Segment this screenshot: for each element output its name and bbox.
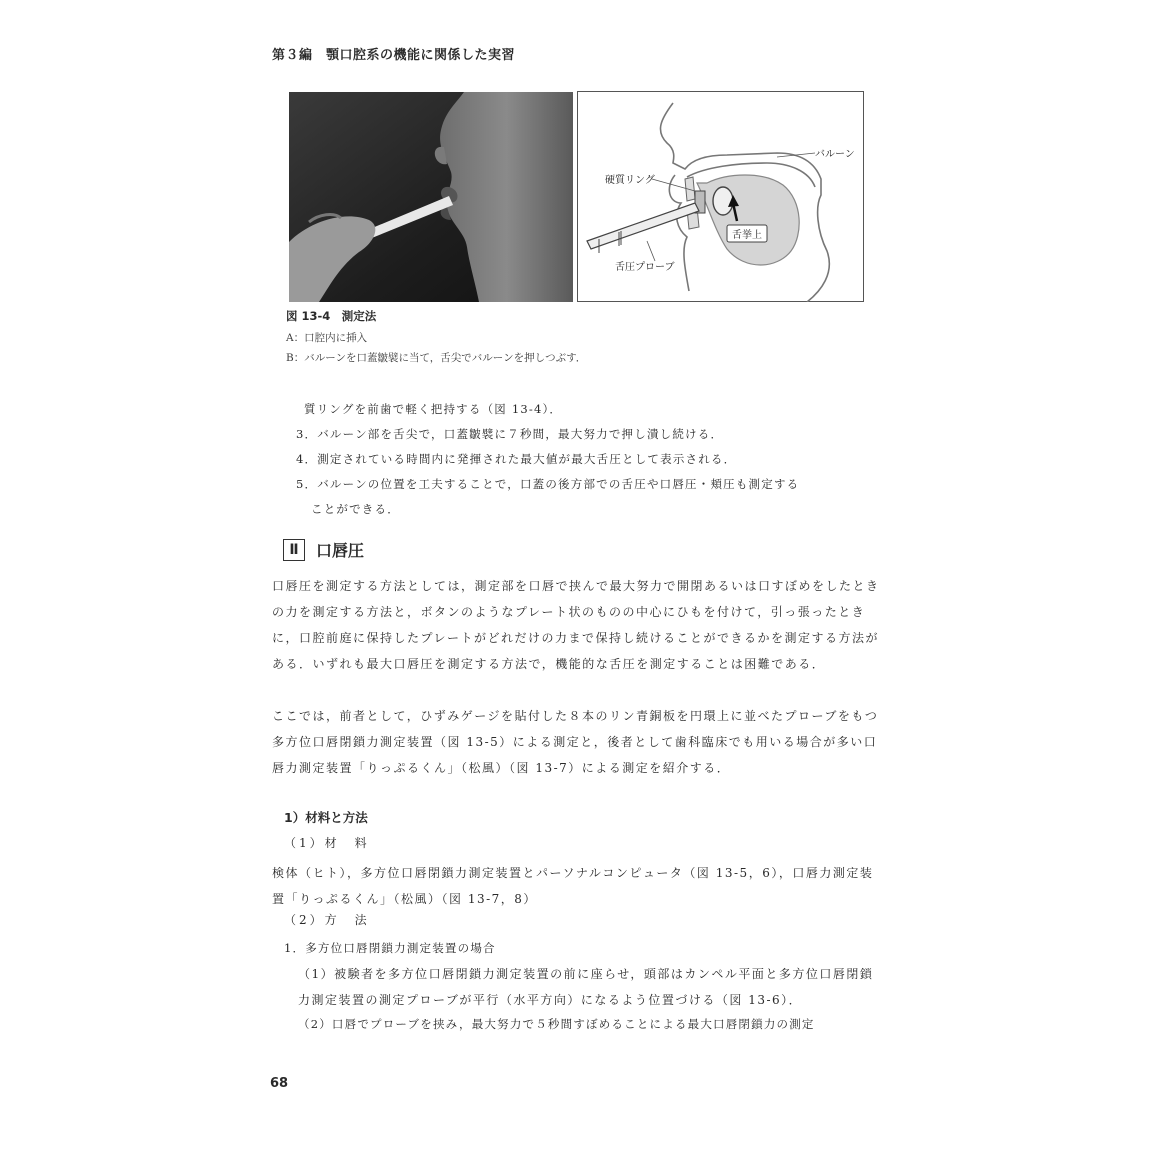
paragraph-1: 口唇圧を測定する方法としては，測定部を口唇で挟んで最大努力で開閉あるいは口すぼめをしたときの力を測定する方法と，ボタンのようなプレート状のものの中心にひもを付けて，引っ張ったときに，口腔前庭に保持したプレートがどれだけの力まで保持し続けることができるかを測定する方法がある．いずれも最大口唇圧を測定する方法で，機能的な舌圧を測定することは困難である． bbox=[272, 579, 880, 671]
label-tongue-up: 舌挙上 bbox=[732, 230, 762, 241]
figure-caption-b: B：バルーンを口蓋皺襞に当て，舌尖でバルーンを押しつぶす． bbox=[286, 352, 587, 364]
oral-cavity-diagram bbox=[577, 91, 864, 302]
label-balloon: バルーン bbox=[815, 149, 855, 160]
method-1-2: （2）口唇でプローブを挟み，最大努力で５秒間すぼめることによる最大口唇閉鎖力の測定 bbox=[298, 1017, 815, 1031]
step-5-continuation: ことができる． bbox=[311, 502, 400, 516]
sub-heading-methods: （2）方 法 bbox=[284, 913, 370, 927]
label-probe: 舌圧プローブ bbox=[615, 262, 675, 273]
materials-text: 検体（ヒト），多方位口唇閉鎖力測定装置とパーソナルコンピュータ（図 13-5，6），口唇力測定装置「りっぷるくん」（松風）（図 13-7，8） bbox=[272, 866, 874, 906]
paragraph-2: ここでは，前者として，ひずみゲージを貼付した８本のリン青銅板を円環上に並べたプローブをもつ多方位口唇閉鎖力測定装置（図 13-5）による測定と，後者として歯科臨床でも用いる場合が多い口唇力測定装置「りっぷるくん」（松風）（図 13-7）による測定を紹介する． bbox=[272, 709, 879, 775]
figure-caption-title: 図 13-4 測定法 bbox=[286, 309, 377, 323]
step-3: 3．バルーン部を舌尖で，口蓋皺襞に７秒間，最大努力で押し潰し続ける． bbox=[296, 427, 724, 441]
method-1: 1．多方位口唇閉鎖力測定装置の場合 bbox=[284, 941, 496, 955]
section-heading bbox=[283, 538, 364, 561]
subsection-heading: 1）材料と方法 bbox=[284, 810, 368, 825]
section-number: Ⅱ bbox=[283, 539, 305, 561]
step-4: 4．測定されている時間内に発揮された最大値が最大舌圧として表示される． bbox=[296, 452, 737, 466]
step-5: 5．バルーンの位置を工夫することで，口蓋の後方部での舌圧や口唇圧・頬圧も測定する bbox=[296, 477, 800, 491]
method-1-1: （1）被験者を多方位口唇閉鎖力測定装置の前に座らせ，頭部はカンペル平面と多方位口唇閉鎖力測定装置の測定プローブが平行（水平方向）になるよう位置づける（図 13-6）． bbox=[298, 967, 874, 1007]
figure-diagram-b bbox=[577, 91, 864, 302]
label-hard-ring: 硬質リング bbox=[605, 175, 655, 186]
page-number: 68 bbox=[270, 1076, 289, 1091]
sub-heading-materials: （1）材 料 bbox=[284, 836, 370, 850]
figure-photo-a bbox=[289, 92, 573, 302]
running-header: 第３編 顎口腔系の機能に関係した実習 bbox=[272, 48, 516, 63]
step-continuation: 質リングを前歯で軽く把持する（図 13-4）． bbox=[304, 402, 563, 416]
figure-caption-a: A：口腔内に挿入 bbox=[286, 332, 368, 344]
face-photo bbox=[289, 92, 573, 302]
section-title: 口唇圧 bbox=[316, 541, 365, 560]
